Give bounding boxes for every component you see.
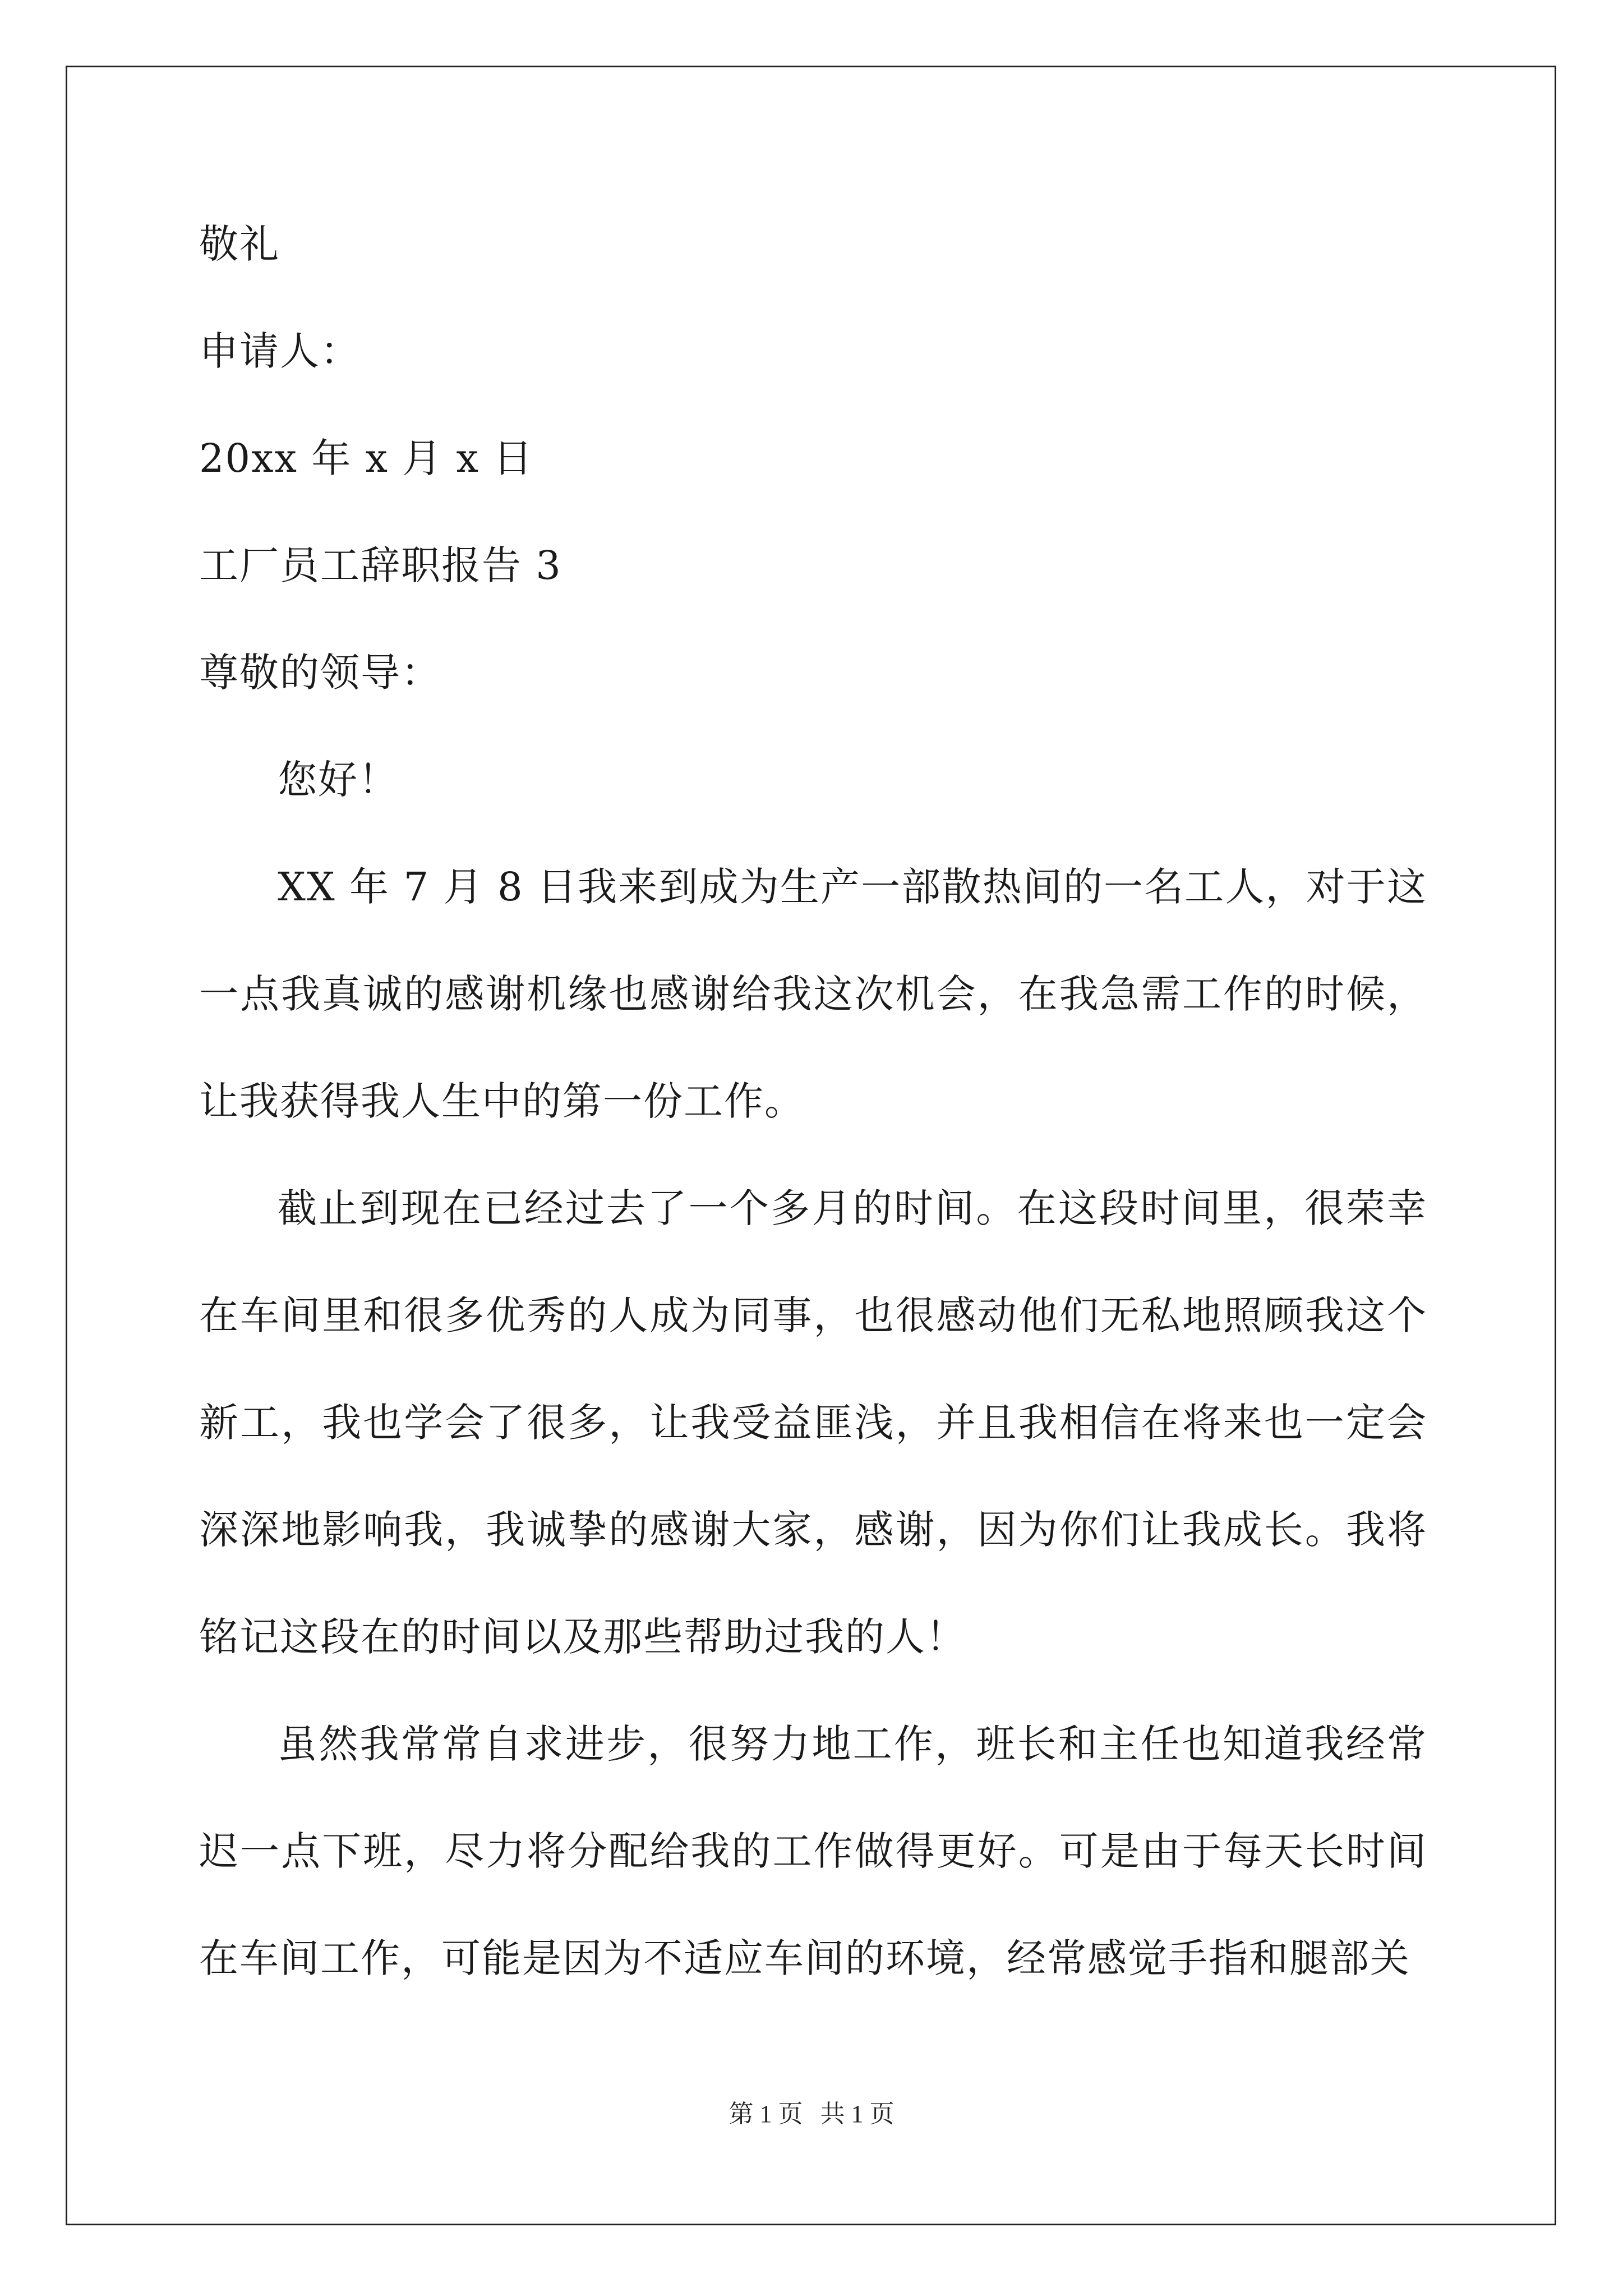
salutation-line: 尊敬的领导：	[199, 650, 441, 696]
report-title: 工厂员工辞职报告 3	[199, 542, 562, 588]
paragraph-2: 截止到现在已经过去了一个多月的时间。在这段时间里，很荣幸在车间里和很多优秀的人成为同事，也很感动他们无私地照顾我这个新工，我也学会了很多，让我受益匪浅，并且我相信在将来也一定会深深地影响我，我诚挚的感谢大家，感谢，因为你们让我成长。我将铭记这段在的时间以及那些帮助过我的人！	[199, 1185, 1427, 1660]
page-footer	[0, 2093, 1623, 2129]
paragraph-1: XX 年 7 月 8 日我来到成为生产一部散热间的一名工人，对于这一点我真诚的感谢机缘也感谢给我这次机会，在我急需工作的时候，让我获得我人生中的第一份工作。	[199, 864, 1427, 1124]
closing-line: 敬礼	[199, 221, 280, 267]
greeting-line: 您好！	[278, 757, 399, 803]
document-body	[199, 191, 1427, 2012]
date-line: 20xx 年 x 月 x 日	[199, 435, 534, 481]
paragraph-3: 虽然我常常自求进步，很努力地工作，班长和主任也知道我经常迟一点下班，尽力将分配给我的工作做得更好。可是由于每天长时间在车间工作，可能是因为不适应车间的环境，经常感觉手指和腿部关	[199, 1721, 1427, 1981]
page-total: 共 1 页	[820, 2100, 895, 2128]
applicant-line: 申请人：	[199, 328, 361, 374]
page-number: 第 1 页	[728, 2100, 803, 2128]
